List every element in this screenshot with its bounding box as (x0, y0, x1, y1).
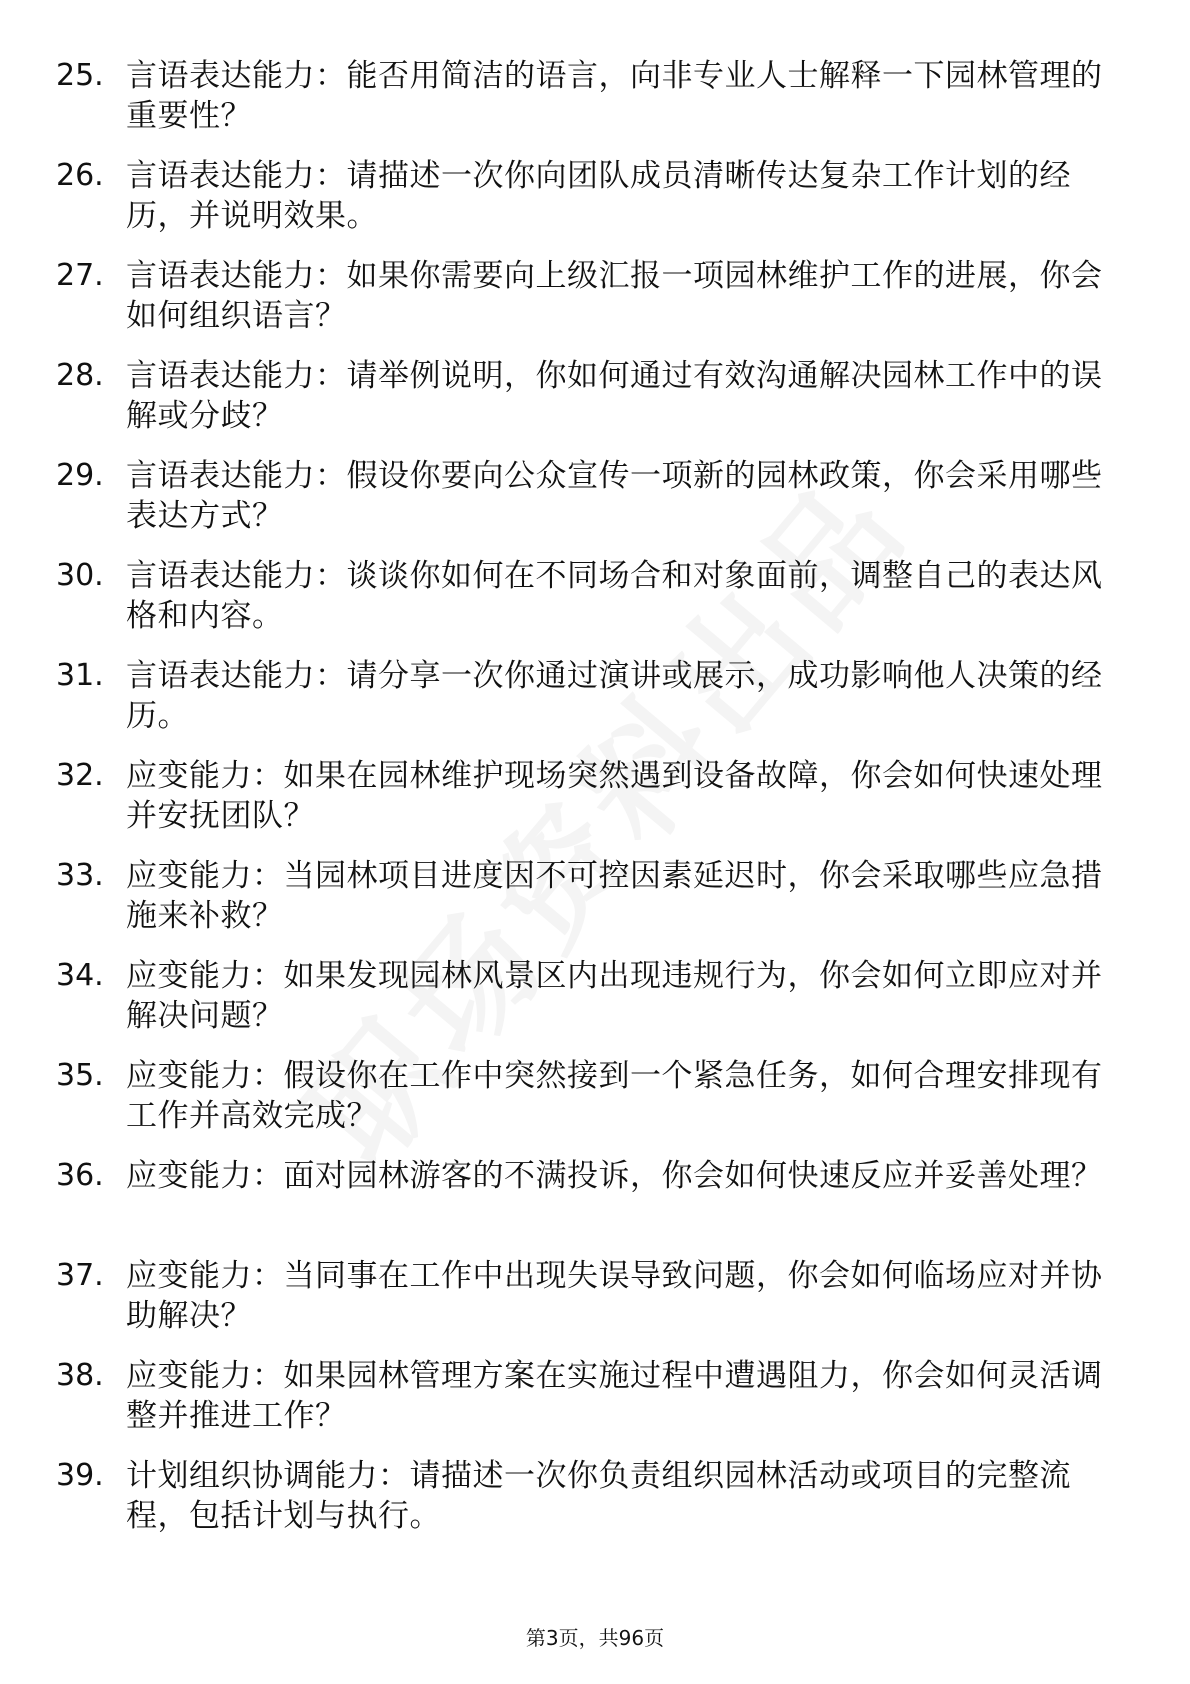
list-item (0, 750, 1190, 850)
item-number: 38. (56, 1358, 104, 1393)
item-number: 27. (56, 258, 104, 293)
page-footer: 第3页，共96页 (525, 1626, 665, 1650)
item-number: 35. (56, 1058, 104, 1093)
list-item (0, 250, 1190, 350)
item-text: 应变能力：面对园林游客的不满投诉，你会如何快速反应并妥善处理？ (126, 1158, 1103, 1194)
item-text: 应变能力：当园林项目进度因不可控因素延迟时，你会采取哪些应急措施来补救？ (126, 858, 1103, 934)
list-item (0, 850, 1190, 950)
item-text: 言语表达能力：请举例说明，你如何通过有效沟通解决园林工作中的误解或分歧？ (126, 358, 1103, 434)
item-number: 39. (56, 1458, 104, 1493)
list-item (0, 550, 1190, 650)
list-item (0, 50, 1190, 150)
list-item (0, 150, 1190, 250)
item-text: 应变能力：如果园林管理方案在实施过程中遭遇阻力，你会如何灵活调整并推进工作？ (126, 1358, 1103, 1434)
item-number: 25. (56, 58, 104, 93)
item-number: 33. (56, 858, 104, 893)
list-item (0, 650, 1190, 750)
item-text: 应变能力：当同事在工作中出现失误导致问题，你会如何临场应对并协助解决？ (126, 1258, 1103, 1334)
item-number: 29. (56, 458, 104, 493)
list-item (0, 450, 1190, 550)
list-item (0, 1450, 1190, 1550)
list-item (0, 1050, 1190, 1150)
item-text: 计划组织协调能力：请描述一次你负责组织园林活动或项目的完整流程，包括计划与执行。 (126, 1458, 1071, 1534)
list-item (0, 1250, 1190, 1350)
item-number: 28. (56, 358, 104, 393)
item-number: 26. (56, 158, 104, 193)
list-item (0, 350, 1190, 450)
item-number: 30. (56, 558, 104, 593)
item-text: 应变能力：如果发现园林风景区内出现违规行为，你会如何立即应对并解决问题？ (126, 958, 1103, 1034)
item-text: 应变能力：如果在园林维护现场突然遇到设备故障，你会如何快速处理并安抚团队？ (126, 758, 1103, 834)
list-item (0, 950, 1190, 1050)
item-number: 37. (56, 1258, 104, 1293)
item-number: 34. (56, 958, 104, 993)
item-text: 言语表达能力：请描述一次你向团队成员清晰传达复杂工作计划的经历，并说明效果。 (126, 158, 1071, 234)
item-text: 言语表达能力：如果你需要向上级汇报一项园林维护工作的进展，你会如何组织语言？ (126, 258, 1103, 334)
item-text: 应变能力：假设你在工作中突然接到一个紧急任务，如何合理安排现有工作并高效完成？ (126, 1058, 1103, 1134)
item-text: 言语表达能力：请分享一次你通过演讲或展示，成功影响他人决策的经历。 (126, 658, 1103, 734)
item-text: 言语表达能力：谈谈你如何在不同场合和对象面前，调整自己的表达风格和内容。 (126, 558, 1103, 634)
item-number: 36. (56, 1158, 104, 1193)
list-item (0, 1150, 1190, 1250)
list-item (0, 1350, 1190, 1450)
item-text: 言语表达能力：能否用简洁的语言，向非专业人士解释一下园林管理的重要性？ (126, 58, 1103, 134)
item-text: 言语表达能力：假设你要向公众宣传一项新的园林政策，你会采用哪些表达方式？ (126, 458, 1103, 534)
question-list (0, 50, 1190, 1550)
item-number: 31. (56, 658, 104, 693)
item-number: 32. (56, 758, 104, 793)
